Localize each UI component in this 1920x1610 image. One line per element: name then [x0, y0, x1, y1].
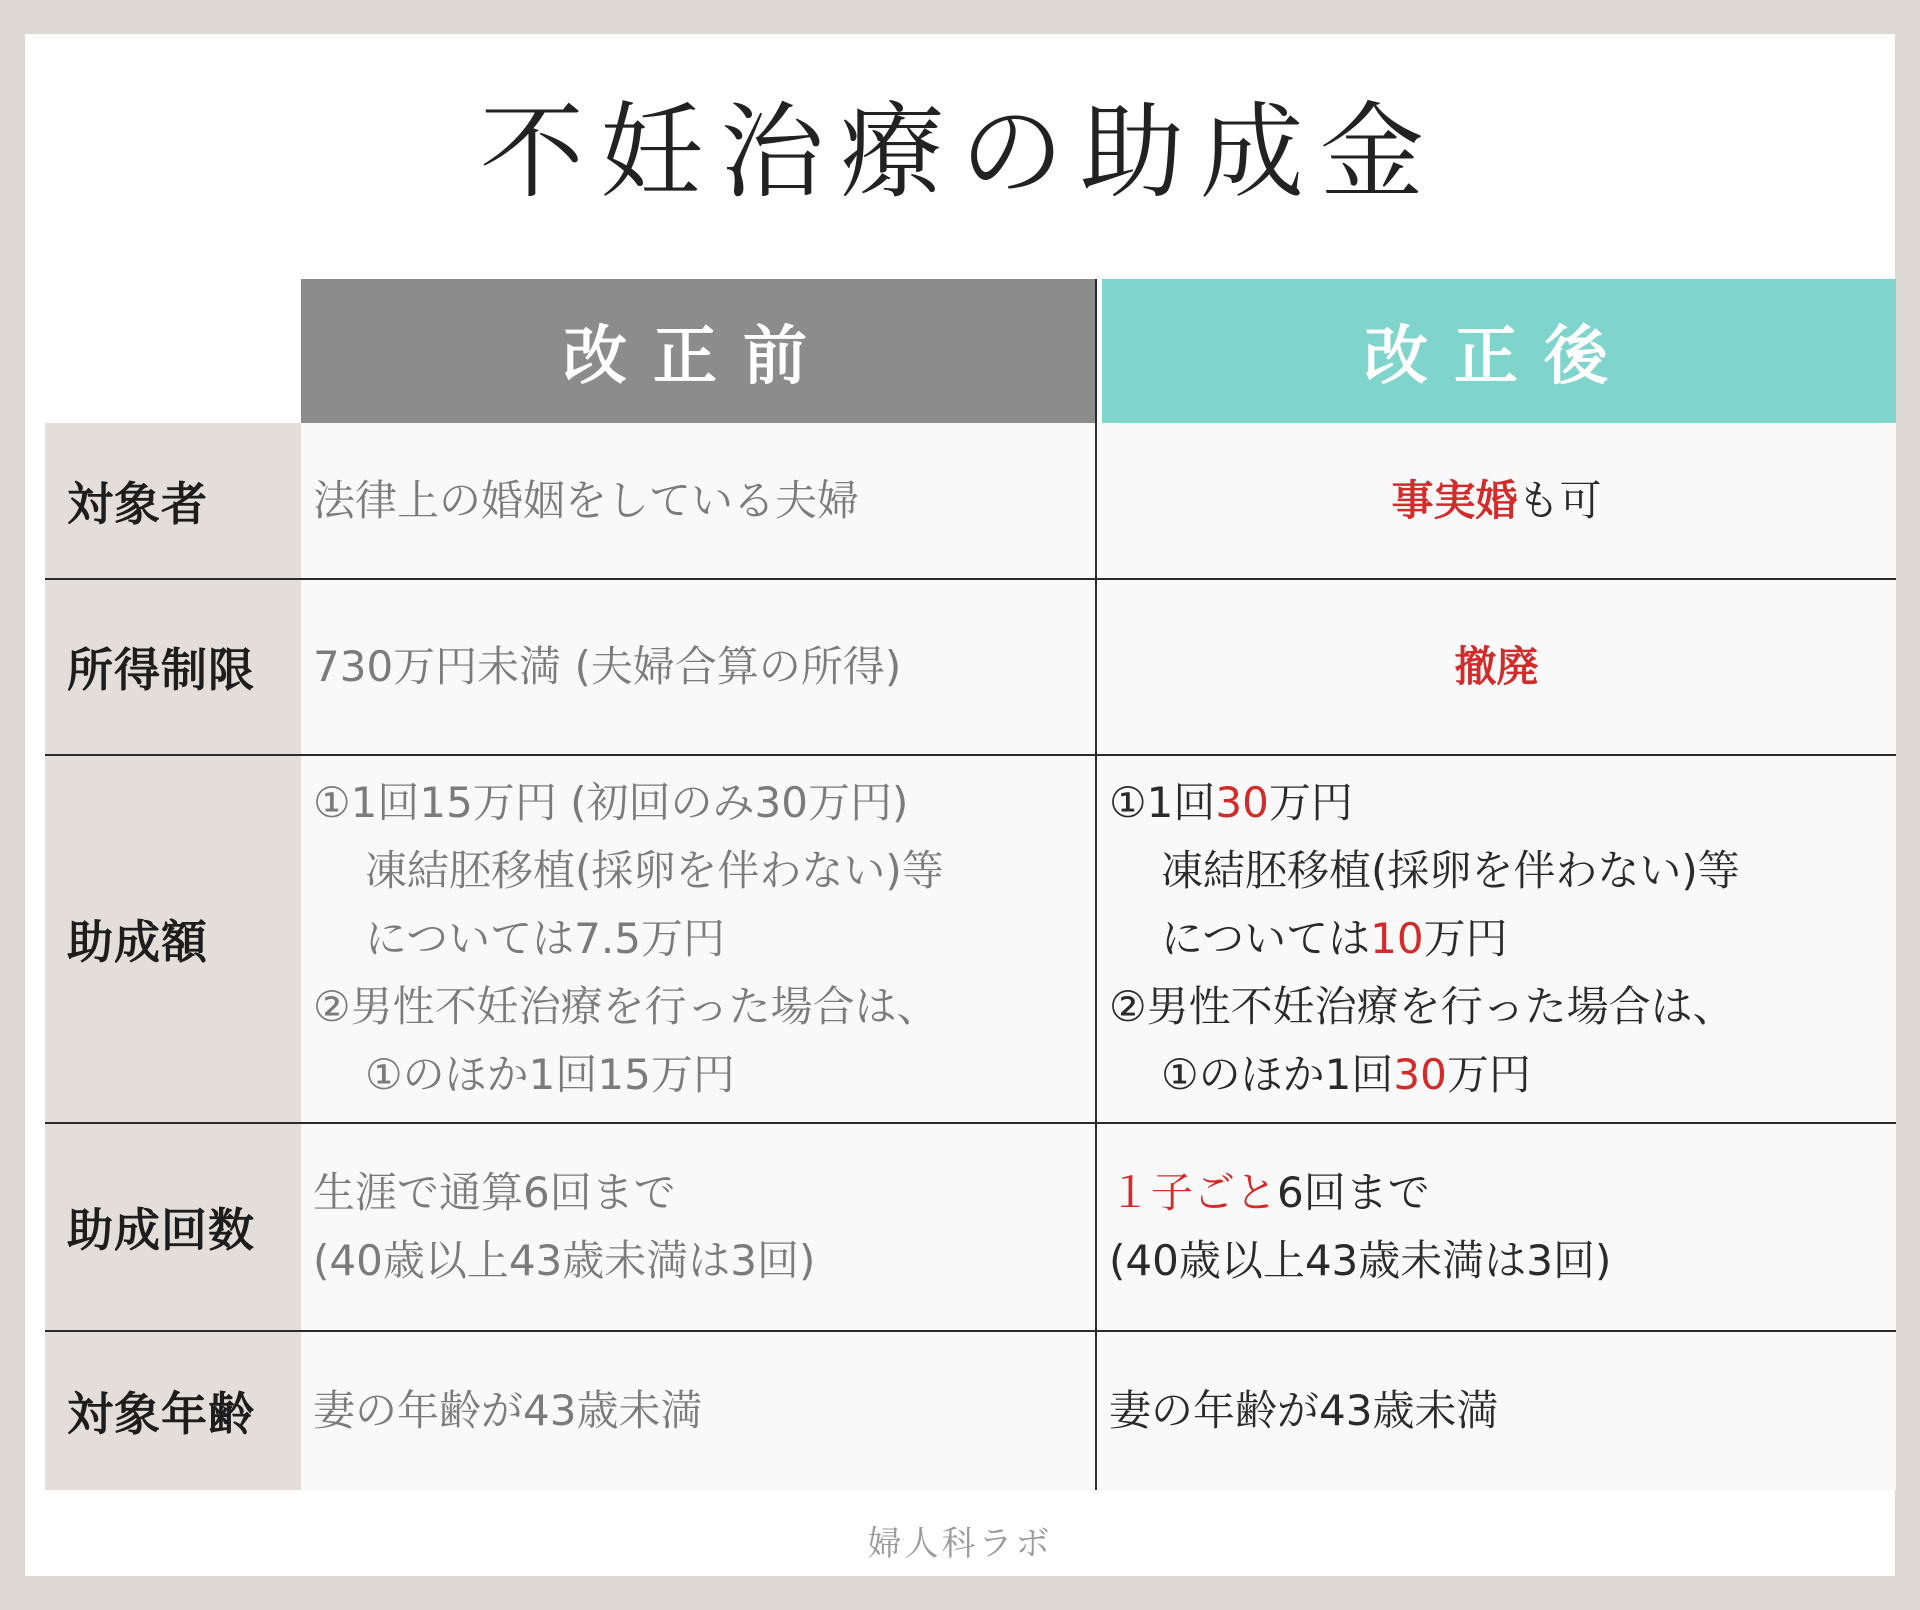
comparison-table — [45, 279, 1896, 1490]
amount-after-line — [1109, 769, 1896, 837]
count-before-cell — [301, 1124, 1097, 1332]
target-after-rest: も可 — [1517, 475, 1602, 525]
target-after-highlight: 事実婚 — [1391, 475, 1518, 525]
amount-after-text: については — [1161, 914, 1371, 963]
amount-after-text: ①のほか1回 — [1161, 1050, 1394, 1099]
count-after-line: (40歳以上43歳未満は3回) — [1109, 1236, 1612, 1285]
amount-before-line: ①1回15万円 (初回のみ30万円) — [313, 778, 909, 827]
income-after-highlight: 撤廃 — [1454, 642, 1539, 691]
income-before-text: 730万円未満 (夫婦合算の所得) — [313, 642, 902, 691]
amount-after-line — [1109, 1041, 1896, 1109]
target-before-cell — [301, 423, 1097, 580]
row-label-amount: 助成額 — [45, 756, 301, 1124]
column-header-before: 改正前 — [301, 279, 1097, 423]
row-label-target: 対象者 — [45, 423, 301, 580]
column-header-after: 改正後 — [1102, 279, 1896, 423]
count-after-text: 6回まで — [1277, 1168, 1430, 1217]
amount-after-highlight: 30 — [1393, 1050, 1447, 1099]
row-label-income-limit: 所得制限 — [45, 580, 301, 756]
amount-after-text: 万円 — [1446, 1050, 1531, 1099]
count-before-line: 生涯で通算6回まで — [313, 1168, 676, 1217]
amount-before-line: ②男性不妊治療を行った場合は、 — [313, 982, 939, 1031]
amount-before-line: については7.5万円 — [365, 914, 725, 963]
amount-after-cell — [1097, 756, 1896, 1124]
amount-after-line — [1109, 905, 1896, 973]
target-after-text — [1391, 467, 1601, 535]
count-after-line — [1109, 1159, 1896, 1227]
amount-after-line: 凍結胚移植(採卵を伴わない)等 — [1161, 846, 1740, 895]
row-label-age: 対象年齢 — [45, 1332, 301, 1490]
amount-before-line: 凍結胚移植(採卵を伴わない)等 — [365, 846, 944, 895]
income-before-cell — [301, 580, 1097, 756]
table-corner — [45, 279, 301, 423]
footer-credit: 婦人科ラボ — [867, 1524, 1053, 1564]
amount-after-text: ①1回 — [1109, 778, 1216, 827]
target-after-cell — [1097, 423, 1896, 580]
income-after-cell — [1097, 580, 1896, 756]
count-after-highlight: １子ごと — [1109, 1168, 1278, 1217]
page-title: 不妊治療の助成金 — [479, 91, 1440, 213]
amount-after-highlight: 10 — [1370, 914, 1424, 963]
count-before-line: (40歳以上43歳未満は3回) — [313, 1236, 816, 1285]
amount-after-line: ②男性不妊治療を行った場合は、 — [1109, 982, 1735, 1031]
amount-after-text: 万円 — [1268, 778, 1353, 827]
amount-after-highlight: 30 — [1215, 778, 1269, 827]
amount-after-text: 万円 — [1423, 914, 1508, 963]
amount-before-line: ①のほか1回15万円 — [365, 1050, 735, 1099]
row-label-count: 助成回数 — [45, 1124, 301, 1332]
count-after-cell — [1097, 1124, 1896, 1332]
age-before-cell — [301, 1332, 1097, 1490]
age-after-text: 妻の年齢が43歳未満 — [1109, 1386, 1499, 1435]
age-after-cell — [1097, 1332, 1896, 1490]
age-before-text: 妻の年齢が43歳未満 — [313, 1386, 703, 1435]
target-before-text: 法律上の婚姻をしている夫婦 — [313, 475, 860, 525]
amount-before-cell — [301, 756, 1097, 1124]
